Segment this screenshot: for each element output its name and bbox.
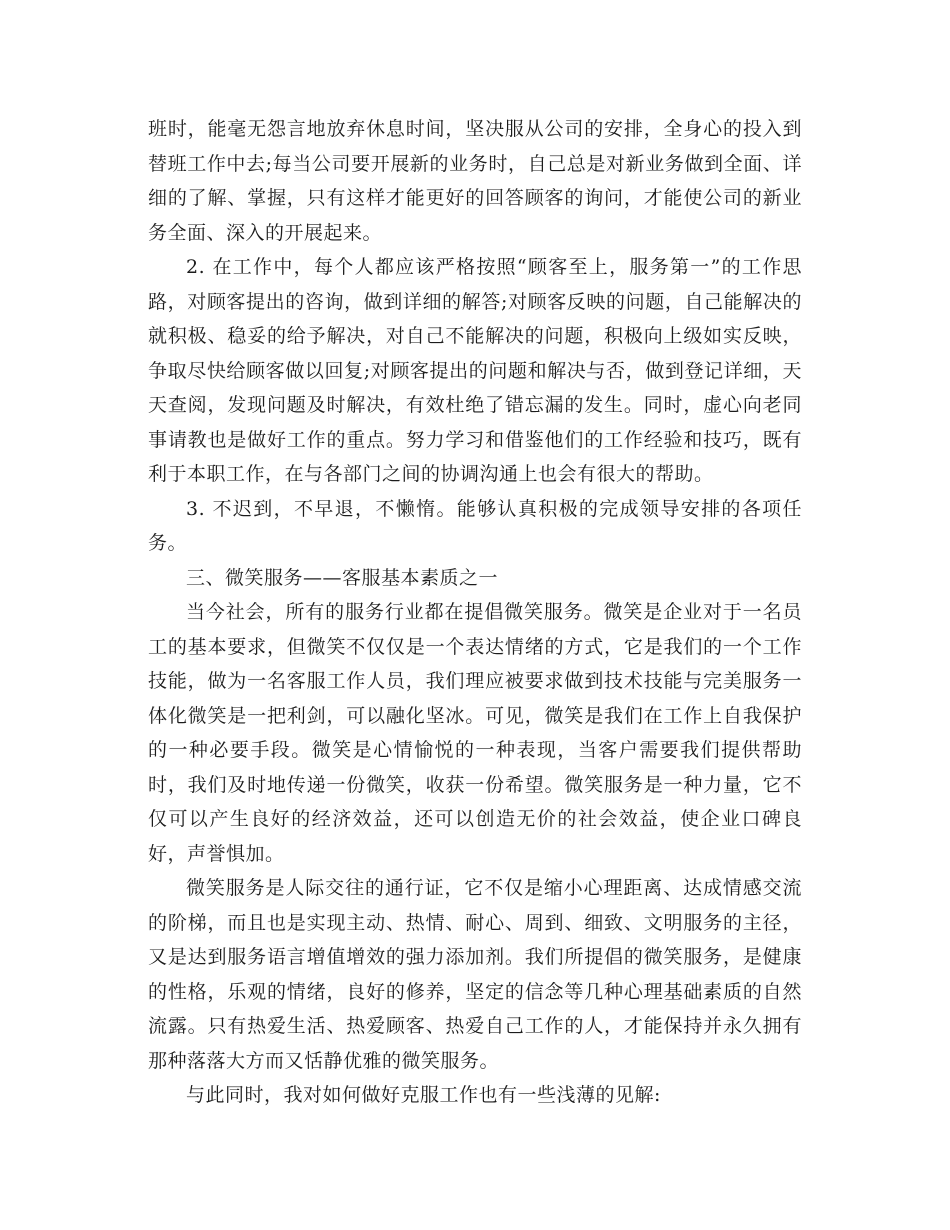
paragraph-item-2-customer-first: 2. 在工作中，每个人都应该严格按照“顾客至上，服务第一”的工作思路，对顾客提出的咨询，做到详细的解答;对顾客反映的问题，自己能解决的就积极、稳妥的给予解决，对自己不能解决的问题，积极向上级如实反映，争取尽快给顾客做以回复;对顾客提出的问题和解决与否，做到登记详细，天天查阅，发现问题及时解决，有效杜绝了错忘漏的发生。同时，虚心向老同事请教也是做好工作的重点。努力学习和借鉴他们的工作经验和技巧，既有利于本职工作，在与各部门之间的协调沟通上也会有很大的帮助。 (148, 256, 802, 485)
paragraph-closing-views: 与此同时，我对如何做好克服工作也有一些浅薄的见解: (186, 1084, 661, 1106)
paragraph-item-3-punctuality: 3. 不迟到，不早退，不懒惰。能够认真积极的完成领导安排的各项任务。 (148, 497, 802, 554)
paragraph-shift-coverage: 班时，能毫无怨言地放弃休息时间，坚决服从公司的安排，全身心的投入到替班工作中去;每当公司要开展新的业务时，自己总是对新业务做到全面、详细的了解、掌握，只有这样才能更好的回答顾客的询问，才能使公司的新业务全面、深入的开展起来。 (148, 118, 802, 244)
document-body (148, 112, 802, 1113)
paragraph-smile-service-passport: 微笑服务是人际交往的通行证，它不仅是缩小心理距离、达成情感交流的阶梯，而且也是实现主动、热情、耐心、周到、细致、文明服务的主径，又是达到服务语言增值增效的强力添加剂。我们所提倡的微笑服务，是健康的性格，乐观的情绪，良好的修养，坚定的信念等几种心理基础素质的自然流露。只有热爱生活、热爱顾客、热爱自己工作的人，才能保持并永久拥有那种落落大方而又恬静优雅的微笑服务。 (148, 877, 802, 1072)
section-heading-smile-service: 三、微笑服务——客服基本素质之一 (186, 566, 499, 589)
paragraph-smile-service-society: 当今社会，所有的服务行业都在提倡微笑服务。微笑是企业对于一名员工的基本要求，但微笑不仅仅是一个表达情绪的方式，它是我们的一个工作技能，做为一名客服工作人员，我们理应被要求做到技术技能与完美服务一体化微笑是一把利剑，可以融化坚冰。可见，微笑是我们在工作上自我保护的一种必要手段。微笑是心情愉悦的一种表现，当客户需要我们提供帮助时，我们及时地传递一份微笑，收获一份希望。微笑服务是一种力量，它不仅可以产生良好的经济效益，还可以创造无价的社会效益，使企业口碑良好，声誉惧加。 (148, 601, 802, 865)
